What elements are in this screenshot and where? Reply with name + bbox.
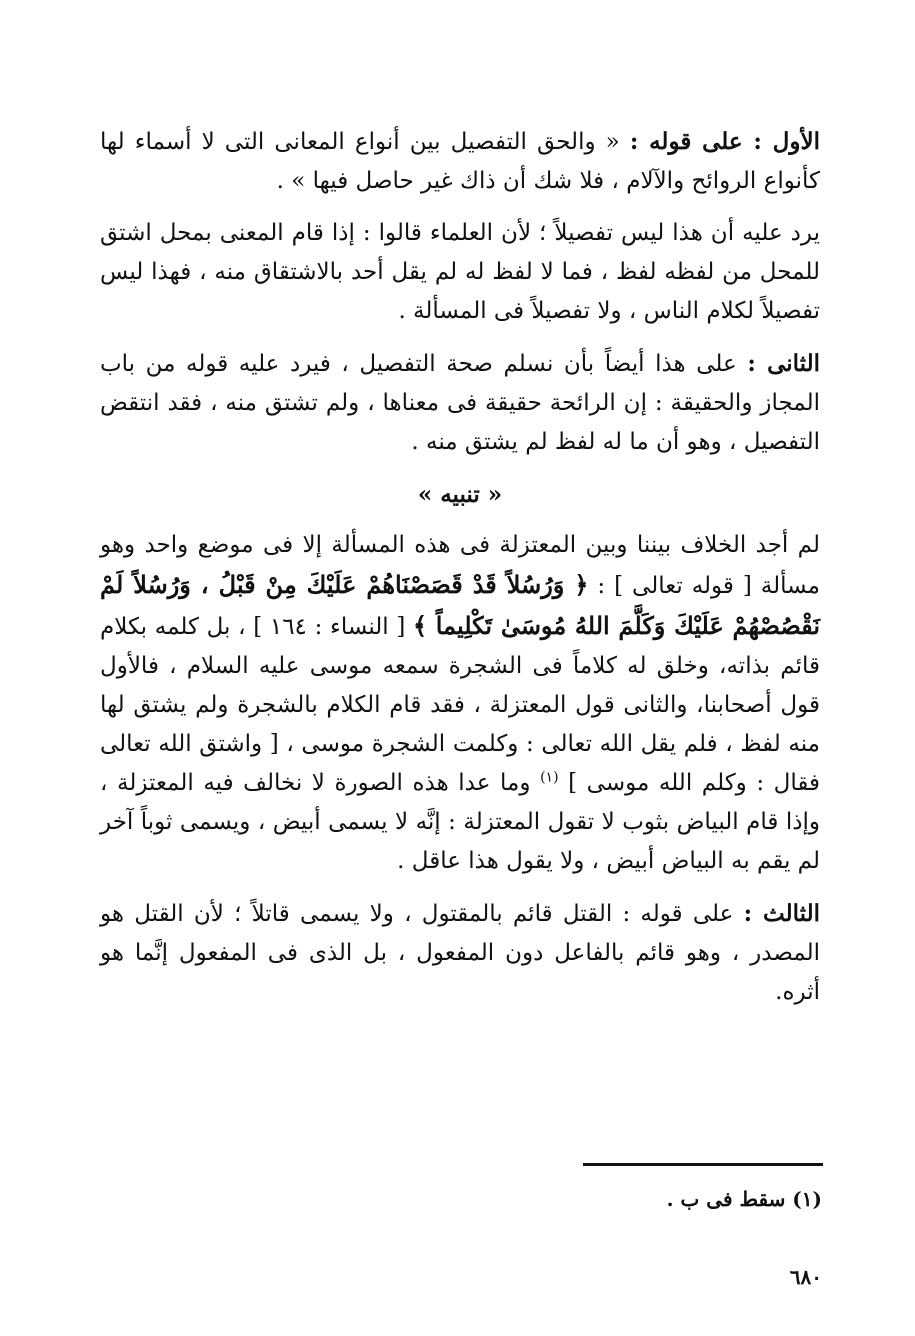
paragraph-lead: الثانى : bbox=[747, 350, 820, 377]
paragraph-text: على قوله : القتل قائم بالمقتول ، ولا يسمى قاتلاً ؛ لأن القتل هو المصدر ، وهو قائم بالفاعل دون المفعول ، بل الذى فى المفعول إنَّما هو أثره. bbox=[100, 901, 820, 1005]
paragraph-text: لم أجد الخلاف بيننا وبين المعتزلة فى هذه المسألة إلا فى موضع واحد وهو مسألة [ قوله تعالى ] : bbox=[100, 532, 820, 599]
paragraph-lead: الأول : على قوله : bbox=[629, 128, 821, 155]
paragraph-text: « والحق التفصيل بين أنواع المعانى التى لا أسماء لها كأنواع الروائح والآلام ، فلا شك أن ذاك غير حاصل فيها » . bbox=[100, 129, 820, 194]
footnote-reference: (١) bbox=[540, 769, 559, 786]
footnote-divider bbox=[583, 1163, 823, 1166]
paragraph-text: على هذا أيضاً بأن نسلم صحة التفصيل ، فيرد عليه قوله من باب المجاز والحقيقة : إن الرائحة حقيقة فى معناها ، ولم تشتق منه ، فقد انتقض التفصيل ، وهو أن ما له لفظ لم يشتق منه . bbox=[100, 351, 820, 455]
paragraph-notice bbox=[100, 526, 820, 881]
section-heading: « تنبيه » bbox=[417, 481, 503, 508]
page-number: ٦٨٠ bbox=[789, 1265, 822, 1289]
paragraph-lead: الثالث : bbox=[743, 900, 821, 927]
paragraph-first-objection bbox=[100, 122, 820, 201]
paragraph-text: [ النساء : ١٦٤ ] ، بل كلمه بكلام قائم بذاته، وخلق له كلاماً فى الشجرة سمعه موسى عليه السلام ، فالأول قول أصحابنا، والثانى قول المعتزلة ، فقد قام الكلام بالشجرة ولم يشتق لها منه لفظ ، فلم يقل الله تعالى : وكلمت الشجرة موسى ، [ واشتق الله تعالى فقال : وكلم الله موسى ] bbox=[100, 614, 821, 796]
paragraph-text: وما عدا هذه الصورة لا نخالف فيه المعتزلة ، وإذا قام البياض بثوب لا تقول المعتزلة : إنَّه لا يسمى أبيض ، ويسمى ثوباً آخر لم يقم به البياض أبيض ، ولا يقول هذا عاقل . bbox=[100, 770, 820, 874]
paragraph-second-objection bbox=[100, 344, 820, 462]
footnote: (١) سقط فى ب . bbox=[666, 1187, 822, 1211]
paragraph-text: يرد عليه أن هذا ليس تفصيلاً ؛ لأن العلماء قالوا : إذا قام المعنى بمحل اشتق للمحل من لفظه لفظ ، فما لا لفظ له لم يقل أحد بالاشتقاق منه ، فهذا ليس تفصيلاً لكلام الناس ، ولا تفصيلاً فى المسألة . bbox=[100, 220, 820, 324]
paragraph-reply bbox=[100, 214, 820, 331]
main-text bbox=[100, 122, 820, 1025]
paragraph-third-objection bbox=[100, 894, 820, 1012]
quran-verse: ﴿ وَرُسُلاً قَدْ قَصَصْنَاهُمْ عَلَيْكَ مِنْ قَبْلُ ، وَرُسُلاً لَمْ نَقْصُصْهُمْ عَلَيْكَ وَكَلَّمَ اللهُ مُوسَىٰ تَكْلِيماً ﴾ bbox=[100, 570, 821, 640]
